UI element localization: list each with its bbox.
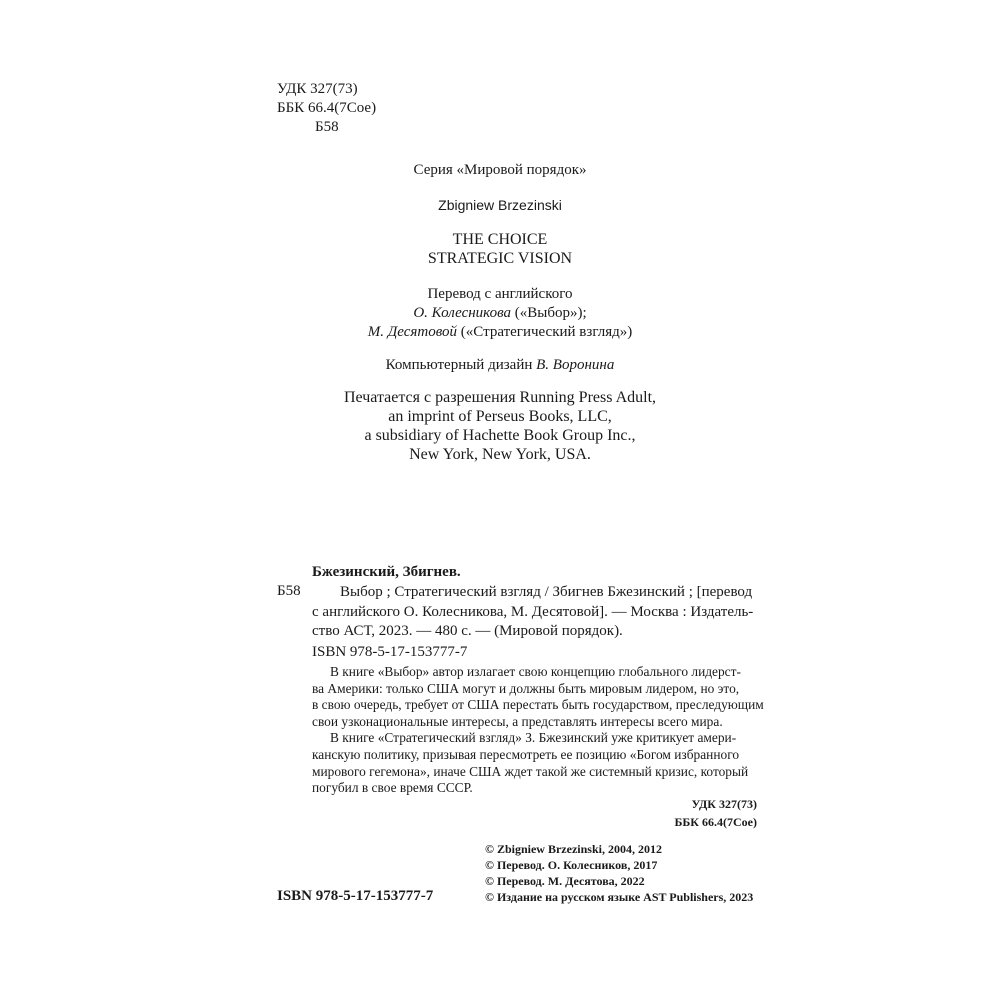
copyright-line: © Перевод. О. Колесников, 2017: [485, 858, 658, 872]
original-author: Zbigniew Brzezinski: [438, 197, 562, 213]
translator-1-name: О. Колесникова: [413, 305, 512, 321]
permission-line: New York, New York, USA.: [409, 446, 591, 463]
card-isbn: ISBN 978-5-17-153777-7: [312, 644, 468, 660]
abstract-line: в свою очередь, требует от США перестать быть государством, преследующим: [312, 697, 764, 713]
design-label: Компьютерный дизайн: [385, 357, 537, 373]
abstract-line: свои узконациональные интересы, а представлять интересы всего мира.: [312, 713, 723, 729]
original-title-2: STRATEGIC VISION: [427, 250, 573, 267]
permission-line: a subsidiary of Hachette Book Group Inc.,: [364, 427, 636, 444]
copyright-line: © Издание на русском языке AST Publishers, 2023: [485, 890, 754, 904]
card-line: Выбор ; Стратегический взгляд / Збигнев Бжезинский ; [перевод: [340, 584, 753, 600]
card-bbk-code: ББК 66.4(7Сое): [674, 815, 757, 829]
translator-2-name: М. Десятовой: [367, 324, 458, 340]
isbn-bottom: ISBN 978-5-17-153777-7: [277, 888, 434, 904]
card-udk-code: УДК 327(73): [691, 797, 757, 811]
abstract-line: ва Америки: только США могут и должны быть мировым лидером, но это,: [312, 680, 740, 696]
card-line: с английского О. Колесникова, М. Десятовой]. — Москва : Издатель-: [312, 603, 754, 620]
abstract-line: погубил в свое время СССР.: [312, 780, 473, 796]
abstract-line: мирового гегемона», иначе США ждет такой же системный кризис, который: [312, 763, 749, 779]
permission-notice: [0, 388, 1000, 464]
copyright-notices: [485, 841, 753, 905]
udk-code: УДК 327(73): [277, 81, 358, 97]
copyright-line: © Перевод. М. Десятова, 2022: [485, 874, 645, 888]
abstract: [312, 664, 762, 797]
original-title-1: THE CHOICE: [452, 231, 548, 248]
card-heading: Бжезинский, Збигнев.: [312, 564, 461, 580]
card-line: ство АСТ, 2023. — 480 с. — (Мировой порядок).: [312, 623, 623, 639]
original-titles: [0, 230, 1000, 268]
translation-credits: [0, 285, 1000, 342]
card-author-mark: Б58: [277, 583, 301, 599]
abstract-line: канскую политику, призывая пересмотреть ее позицию «Богом избранного: [312, 746, 740, 762]
classification-codes: [277, 80, 376, 137]
abstract-line: В книге «Стратегический взгляд» З. Бжезинский уже критикует амери-: [330, 730, 737, 746]
translator-2-work: («Стратегический взгляд»): [457, 324, 633, 340]
author-mark: Б58: [315, 119, 339, 135]
card-description: [312, 583, 760, 642]
translator-2: [0, 323, 1000, 342]
translation-heading: Перевод с английского: [427, 286, 573, 302]
permission-line: Печатается с разрешения Running Press Adult,: [343, 389, 657, 406]
designer-name: В. Воронина: [536, 357, 615, 373]
translator-1-work: («Выбор»);: [511, 305, 587, 321]
translator-1: [0, 304, 1000, 323]
copyright-line: © Zbigniew Brzezinski, 2004, 2012: [485, 842, 662, 856]
bbk-code: ББК 66.4(7Сое): [277, 100, 377, 116]
series-title: Серия «Мировой порядок»: [413, 162, 587, 178]
permission-line: an imprint of Perseus Books, LLC,: [388, 408, 612, 425]
design-credit: [0, 357, 1000, 374]
abstract-line: В книге «Выбор» автор излагает свою концепцию глобального лидерст-: [330, 664, 741, 679]
